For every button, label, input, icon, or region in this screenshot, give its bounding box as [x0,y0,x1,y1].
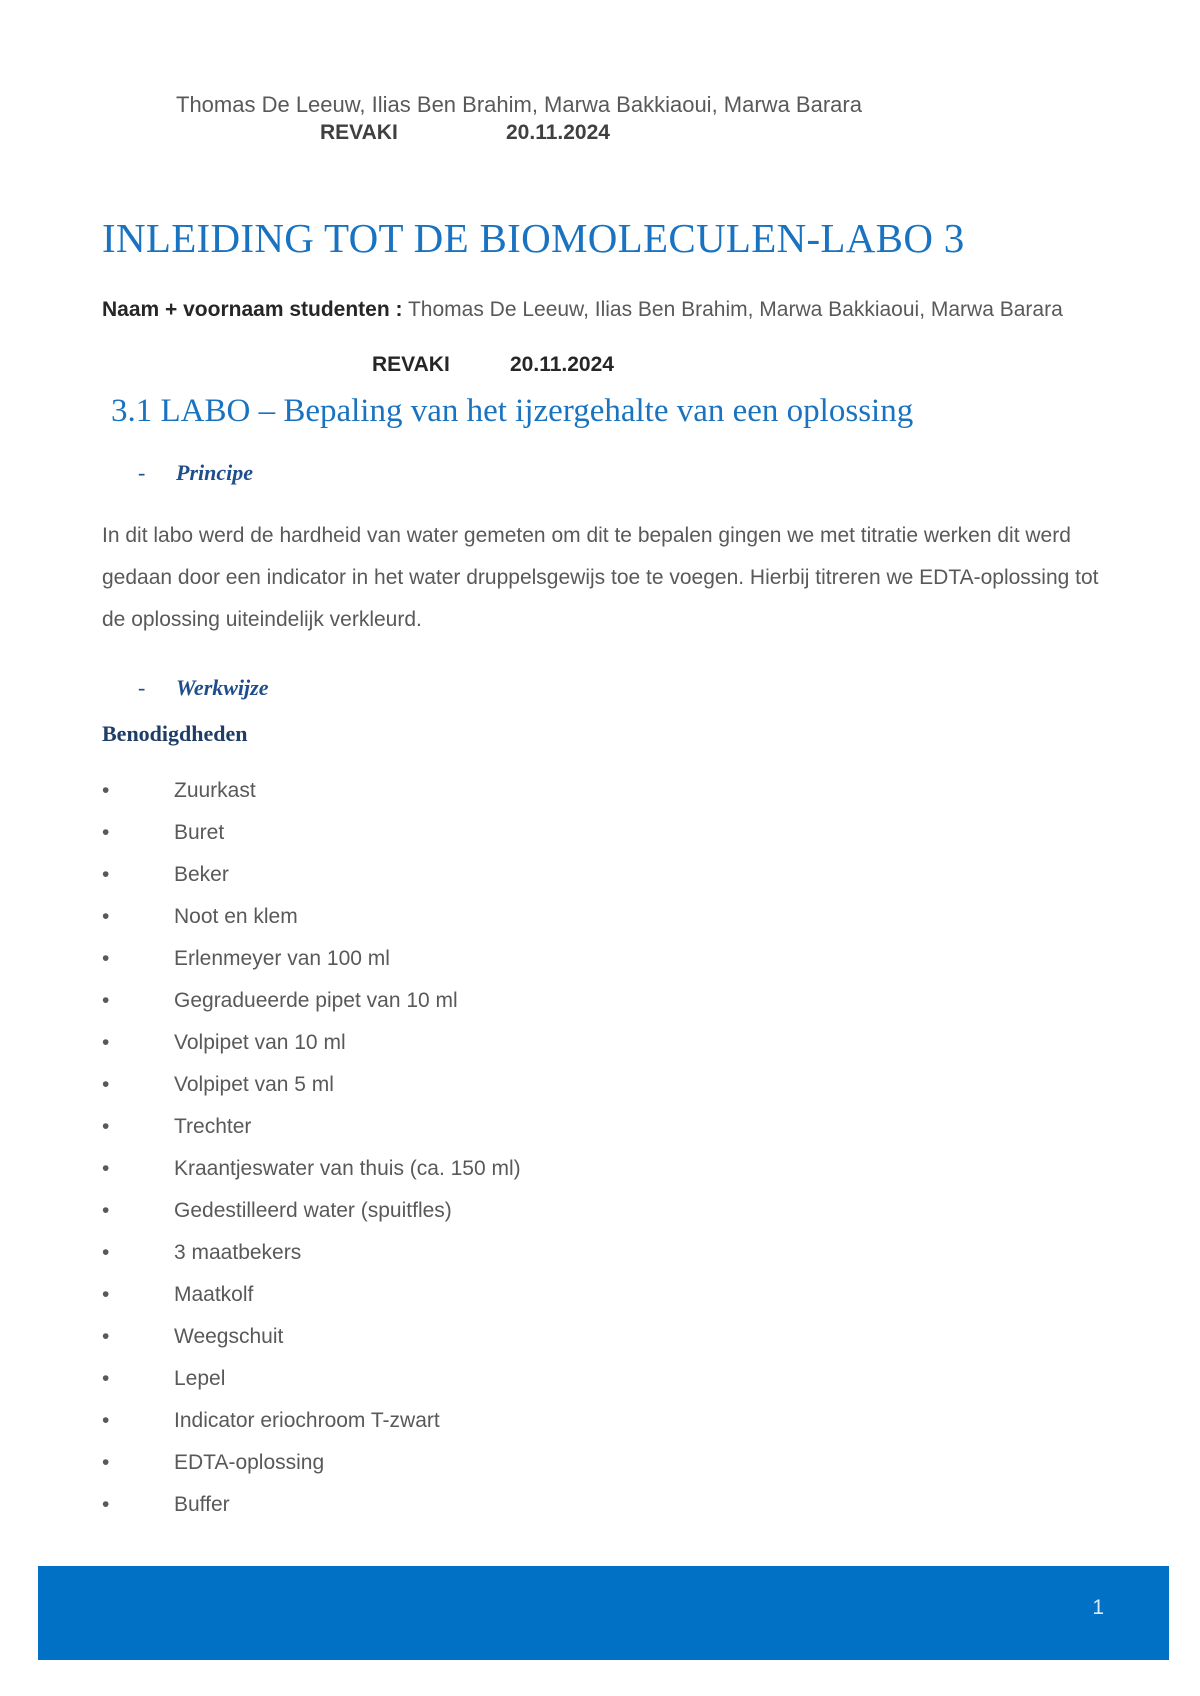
bullet-icon: • [102,1115,110,1138]
students-names: Thomas De Leeuw, Ilias Ben Brahim, Marwa Bakkiaoui, Marwa Barara [407,298,1063,321]
bullet-icon: • [102,1493,110,1516]
bullet-icon: • [102,1241,110,1264]
bullet-icon: • [102,779,110,802]
list-item-text: Gedestilleerd water (spuitfles) [174,1199,452,1222]
list-item-text: Gegradueerde pipet van 10 ml [174,989,458,1012]
principe-heading [138,460,253,486]
werkwijze-heading-text: Werkwijze [176,675,269,700]
header-authors: Thomas De Leeuw, Ilias Ben Brahim, Marwa Bakkiaoui, Marwa Barara [176,92,862,117]
bullet-icon: • [102,821,110,844]
list-item-text: Volpipet van 5 ml [174,1073,334,1096]
students-label: Naam + voornaam studenten : [102,298,403,321]
footer-bar [38,1566,1169,1660]
bullet-icon: • [102,1451,110,1474]
principe-heading-text: Principe [176,460,253,485]
section-title: 3.1 LABO – Bepaling van het ijzergehalte van een oplossing [111,393,914,429]
list-item-text: Lepel [174,1367,226,1390]
bullet-icon: • [102,1325,110,1348]
bullet-icon: • [102,947,110,970]
list-item-text: Noot en klem [174,905,298,928]
students-block [102,296,1102,324]
list-item-text: Trechter [174,1115,252,1138]
bullet-icon: • [102,1157,110,1180]
list-item-text: Indicator eriochroom T-zwart [174,1409,440,1432]
bullet-icon: • [102,1073,110,1096]
list-item-text: Beker [174,863,229,886]
list-item-text: Volpipet van 10 ml [174,1031,346,1054]
bullet-icon: • [102,1031,110,1054]
bullet-icon: • [102,863,110,886]
bullet-icon: • [102,1199,110,1222]
list-item-text: 3 maatbekers [174,1241,302,1264]
werkwijze-dash: - [138,675,146,700]
werkwijze-heading [138,675,268,701]
list-item-text: Maatkolf [174,1283,254,1306]
materials-label: Benodigdheden [102,721,248,746]
list-item-text: EDTA-oplossing [174,1451,325,1474]
list-item-text: Buffer [174,1493,230,1516]
bullet-icon: • [102,1409,110,1432]
students-course: REVAKI [372,353,450,376]
header-date: 20.11.2024 [506,121,610,144]
bullet-icon: • [102,1367,110,1390]
header-course: REVAKI [320,121,398,144]
bullet-icon: • [102,989,110,1012]
list-item-text: Erlenmeyer van 100 ml [174,947,390,970]
principe-paragraph: In dit labo werd de hardheid van water gemeten om dit te bepalen gingen we met titratie werken dit werd gedaan door een indicator in het water druppelsgewijs toe te voegen. Hierbij titreren we EDTA-oplossing tot de oplossing uiteindelijk verkleurd. [102,524,1099,631]
students-date: 20.11.2024 [510,353,614,376]
principe-dash: - [138,460,146,485]
list-item-text: Buret [174,821,225,844]
document-title: INLEIDING TOT DE BIOMOLECULEN-LABO 3 [102,215,965,261]
bullet-icon: • [102,1283,110,1306]
bullet-icon: • [102,905,110,928]
page-number: 1 [1092,1596,1104,1619]
list-item-text: Kraantjeswater van thuis (ca. 150 ml) [174,1157,521,1180]
list-item-text: Weegschuit [174,1325,284,1348]
list-item-text: Zuurkast [174,779,256,802]
